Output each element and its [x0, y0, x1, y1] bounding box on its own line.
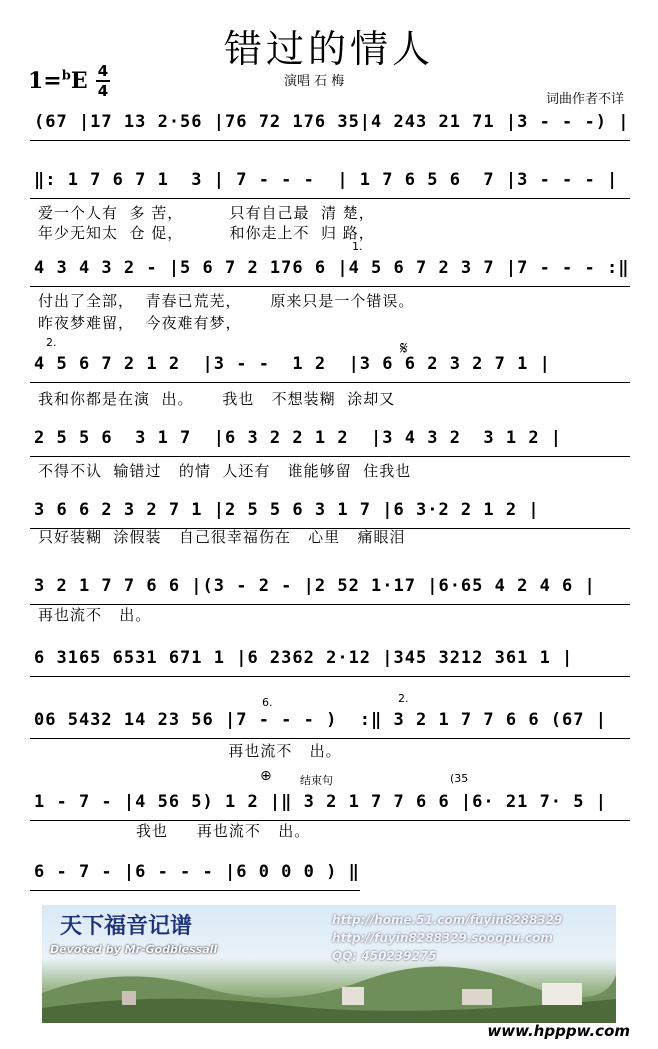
lyric-line: 只好装糊 涂假装 自己很幸福伤在 心里 痛眼泪	[38, 528, 406, 546]
notation-line: 3 2 1 7 7 6 6 |(3 - 2 - |2 52 1·17 |6·65 4 2 4 6 |	[34, 576, 596, 596]
volta-2b: 2.	[398, 692, 409, 705]
notation-line: 1 - 7 - |4 56 5) 1 2 |‖ 3 2 1 7 7 6 6 |6· 21 7· 5 |	[34, 792, 607, 812]
segno-icon: 𝄋	[400, 338, 408, 359]
banner-subtitle: Devoted by Mr-Godblessall	[50, 943, 218, 956]
notation-line: 2 5 5 6 3 1 7 |6 3 2 2 1 2 |3 4 3 2 3 1 2 |	[34, 428, 563, 448]
ending-label: 结束句	[300, 774, 333, 787]
lyric-line: 昨夜梦难留， 今夜难有梦，	[38, 314, 242, 332]
composer-credit: 词曲作者不详	[545, 92, 624, 107]
banner-title: 天下福音记谱	[60, 914, 193, 939]
banner-url: http://fuyin8288329.sooopu.com	[332, 931, 553, 945]
lyric-line: 再也流不 出。	[38, 606, 152, 624]
coda-icon: ⊕	[260, 768, 272, 784]
notation-line: 6 - 7 - |6 - - - |6 0 0 0 ) ‖	[34, 862, 360, 882]
lyric-line: 我也 再也流不 出。	[38, 822, 311, 840]
key-signature: 1=$^b$E	[28, 68, 88, 94]
landscape-image	[42, 953, 616, 1023]
watermark-banner	[42, 905, 616, 1023]
notation-line: 06 5432 14 23 56 |7 - - - ) :‖ 3 2 1 7 7 6 6 (67 |	[34, 710, 607, 730]
fermata-mark: 6.	[262, 696, 273, 709]
lyric-line: 再也流不 出。	[38, 742, 342, 760]
lyric-line: 年少无知太 仓 促， 和你走上不 归 路，	[38, 224, 375, 242]
banner-url: http://home.51.com/fuyin8288329	[332, 913, 563, 927]
notation-line: 4 5 6 7 2 1 2 |3 - - 1 2 |3 6 6 2 3 2 7 1 |	[34, 354, 551, 374]
notation-line: (67 |17 13 2·56 |76 72 176 35|4 243 21 71 |3 - - -) |	[34, 112, 630, 132]
notation-line: ‖: 1 7 6 7 1 3 | 7 - - - | 1 7 6 5 6 7 |3 - - - |	[34, 170, 619, 190]
pickup-mark: (35	[450, 772, 469, 785]
lyric-line: 不得不认 输错过 的情 人还有 谁能够留 住我也	[38, 462, 412, 480]
time-signature: 4 4	[97, 62, 109, 100]
singer-credit: 演唱 石 梅	[284, 74, 345, 89]
banner-qq: QQ: 450239275	[332, 949, 437, 963]
lyric-line: 我和你都是在演 出。 我也 不想装糊 涂却又	[38, 390, 396, 408]
notation-line: 3 6 6 2 3 2 7 1 |2 5 5 6 3 1 7 |6 3·2 2 1 2 |	[34, 500, 540, 520]
lyric-line: 付出了全部， 青春已荒芜， 原来只是一个错误。	[38, 292, 415, 310]
volta-1: 1.	[352, 240, 363, 253]
notation-line: 4 3 4 3 2 - |5 6 7 2 176 6 |4 5 6 7 2 3 7 |7 - - - :‖	[34, 258, 630, 278]
notation-line: 6 3165 6531 671 1 |6 2362 2·12 |345 3212 361 1 |	[34, 648, 574, 668]
site-watermark: www.hpppw.com	[487, 1022, 630, 1040]
volta-2: 2.	[46, 336, 57, 349]
song-title: 错过的情人	[223, 27, 434, 71]
lyric-line: 爱一个人有 多 苦， 只有自己最 清 楚，	[38, 204, 375, 222]
